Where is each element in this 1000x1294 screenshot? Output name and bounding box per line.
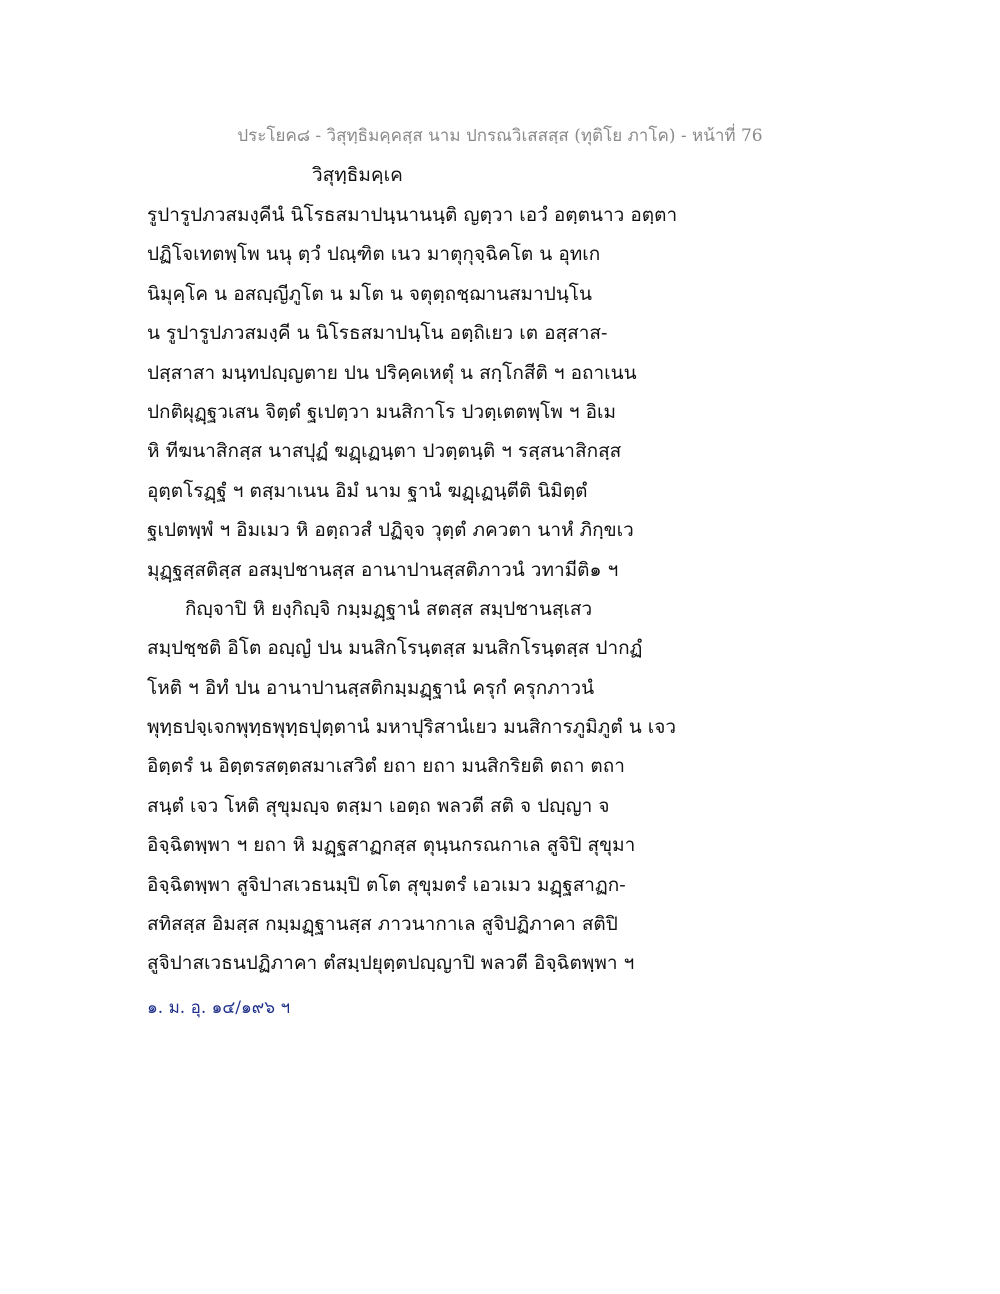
- text-line: สมฺปชฺชติ อิโต อญฺญํ ปน มนสิกโรนฺตสฺส มนสิกโรนฺตสฺส ปากฏํ: [147, 637, 643, 660]
- footnote: ๑. ม. อุ. ๑๔/๑๙๖ ฯ: [147, 998, 290, 1018]
- text-line: อิตฺตรํ น อิตฺตรสตฺตสมาเสวิตํ ยถา ยถา มนสิกริยติ ตถา ตถา: [147, 755, 625, 778]
- text-line-indented: กิญฺจาปิ หิ ยงฺกิญฺจิ กมฺมฏฺฐานํ สตสฺส สมฺปชานสฺเสว: [185, 597, 593, 620]
- text-line: อิจฺฉิตพฺพา สูจิปาสเวธนมฺปิ ตโต สุขุมตรํ เอวเมว มฏฺฐสาฏก-: [147, 873, 626, 896]
- text-line: ปสฺสาสา มนฺทปญฺญตาย ปน ปริคฺคเหตุํ น สกฺโกสีติ ฯ อถาเนน: [147, 361, 637, 384]
- text-line: ปกติผุฏฺฐวเสน จิตฺตํ ฐเปตฺวา มนสิกาโร ปวตฺเตตพฺโพ ฯ อิเม: [147, 400, 617, 423]
- text-line: อุตฺตโรฏฺฐํ ฯ ตสฺมาเนน อิมํ นาม ฐานํ ฆฏฺเฏนฺตีติ นิมิตฺตํ: [147, 479, 588, 502]
- text-line: ฐเปตพฺพํ ฯ อิมเมว หิ อตฺถวสํ ปฏิจฺจ วุตฺตํ ภควตา นาหํ ภิกฺขเว: [147, 519, 634, 542]
- running-header: ประโยค๘ - วิสุทฺธิมคฺคสฺส นาม ปกรณวิเสสสฺส (ทุติโย ภาโค) - หน้าที่ 76: [237, 126, 763, 146]
- text-line: น รูปารูปภวสมงฺคี น นิโรธสมาปนฺโน อตฺถิเยว เต อสฺสาส-: [147, 322, 608, 345]
- text-line: สนฺตํ เจว โหติ สุขุมญฺจ ตสฺมา เอตฺถ พลวตี สติ จ ปญฺญา จ: [147, 794, 610, 817]
- body-text: [147, 196, 707, 984]
- text-line: หิ ทีฆนาสิกสฺส นาสปุฏํ ฆฏฺเฏนฺตา ปวตฺตนฺติ ฯ รสฺสนาสิกสฺส: [147, 440, 622, 463]
- text-line: นิมุคฺโค น อสญฺญีภูโต น มโต น จตุตฺถชฺฌานสมาปนฺโน: [147, 282, 592, 305]
- text-line: สทิสสฺส อิมสฺส กมฺมฏฺฐานสฺส ภาวนากาเล สูจิปฏิภาคา สติปิ: [147, 913, 618, 936]
- text-line: มุฏฺฐสฺสติสฺส อสมฺปชานสฺส อานาปานสฺสติภาวนํ วทามีติ๑ ฯ: [147, 558, 619, 581]
- section-title: วิสุทฺธิมคฺเค: [312, 164, 403, 186]
- text-line: รูปารูปภวสมงฺคีนํ นิโรธสมาปนฺนานนฺติ ญตฺวา เอวํ อตฺตนาว อตฺตา: [147, 204, 678, 226]
- text-line: พุทฺธปจฺเจกพุทฺธพุทฺธปุตฺตานํ มหาปุริสานํเยว มนสิการภูมิภูตํ น เจว: [147, 716, 677, 739]
- text-line: สูจิปาสเวธนปฏิภาคา ตํสมฺปยุตฺตปญฺญาปิ พลวตี อิจฺฉิตพฺพา ฯ: [147, 952, 635, 975]
- text-line: อิจฺฉิตพฺพา ฯ ยถา หิ มฏฺฐสาฏกสฺส ตุนฺนกรณกาเล สูจิปิ สุขุมา: [147, 834, 636, 857]
- text-line: โหติ ฯ อิทํ ปน อานาปานสฺสติกมฺมฏฺฐานํ ครุกํ ครุกภาวนํ: [147, 676, 595, 699]
- text-line: ปฏิโจเทตพฺโพ นนุ ตฺวํ ปณฺฑิต เนว มาตุกุจฺฉิคโต น อุทเก: [147, 243, 601, 266]
